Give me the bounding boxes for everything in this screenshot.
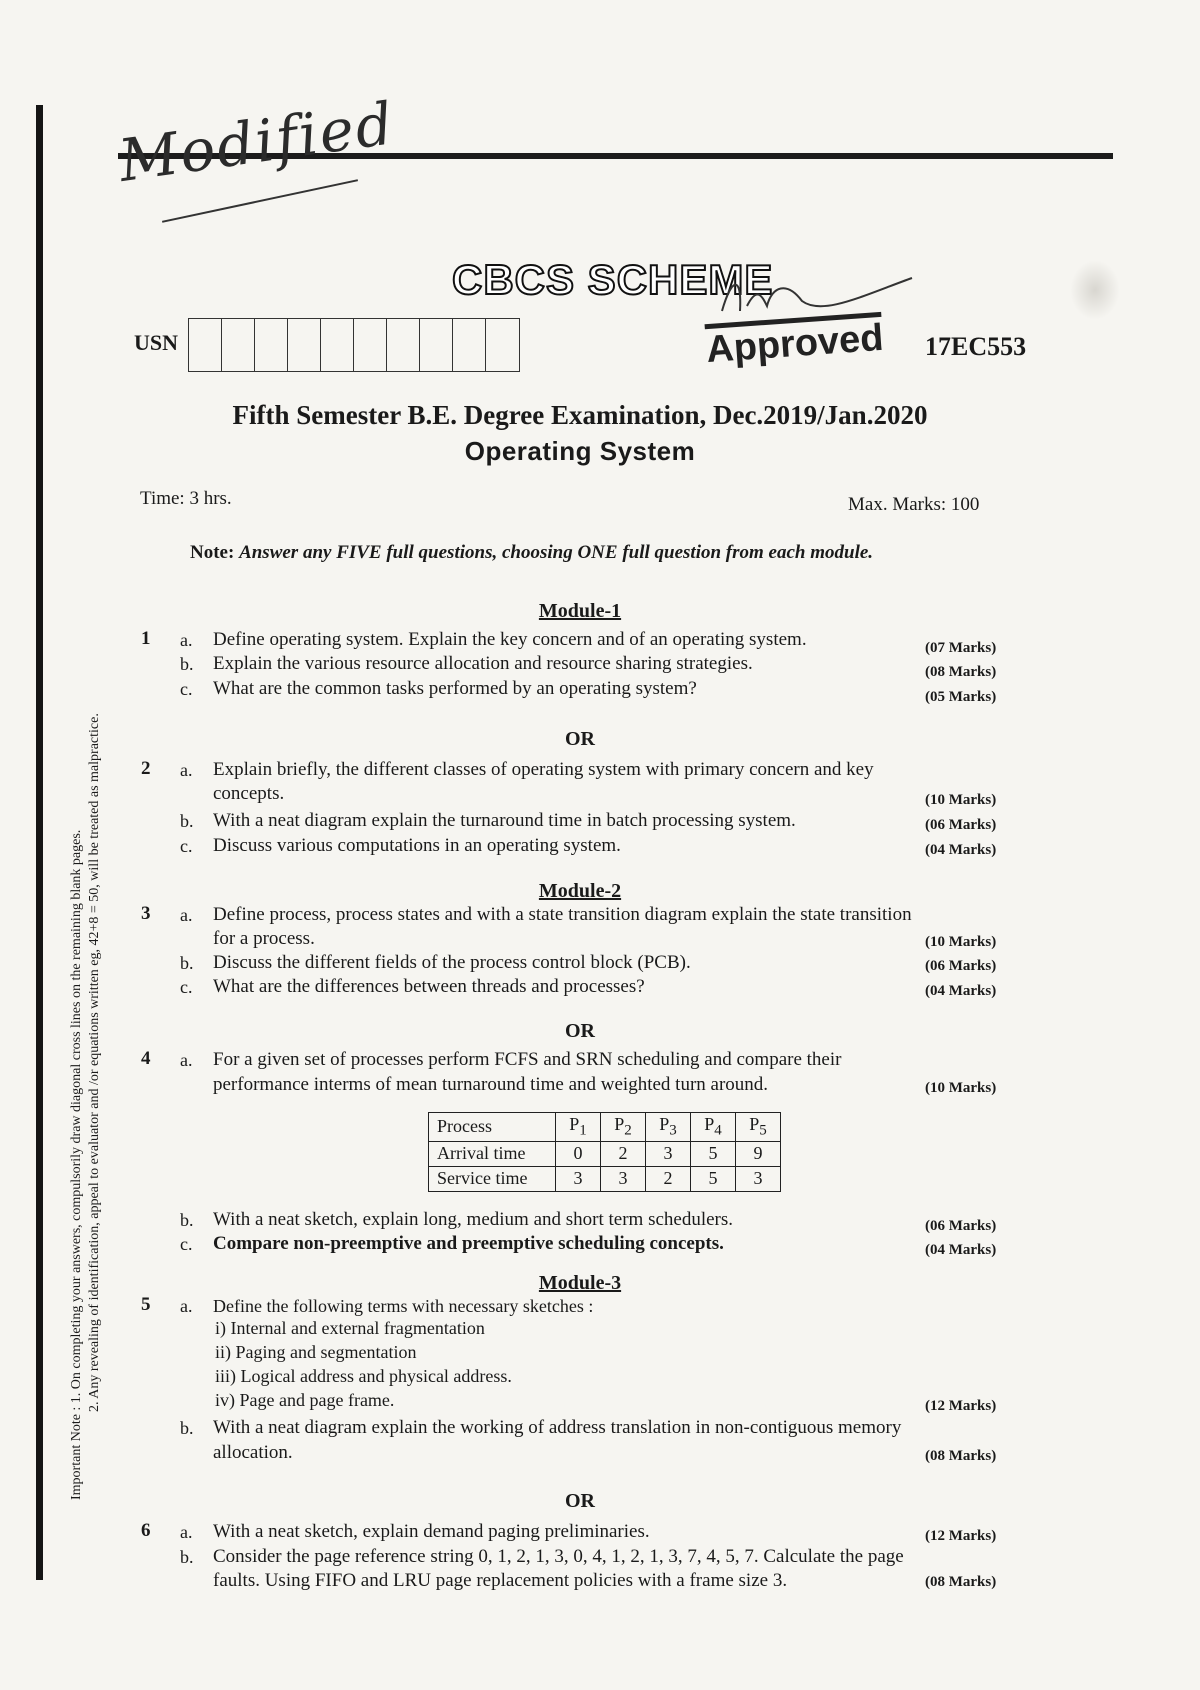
instructions-note <box>190 542 873 564</box>
part-letter: a. <box>180 1522 193 1542</box>
or-divider: OR <box>565 728 595 750</box>
question-number: 4 <box>141 1048 151 1069</box>
approved-stamp: Approved <box>705 312 885 372</box>
question-text-continued: for a process. <box>213 928 315 949</box>
question-text: With a neat sketch, explain demand paging preliminaries. <box>213 1521 650 1542</box>
paper-code: 17EC553 <box>925 332 1027 361</box>
question-number: 1 <box>141 628 151 649</box>
table-cell: 3 <box>646 1141 691 1166</box>
table-header-cell: $P_1$ <box>556 1113 601 1142</box>
question-text-continued: allocation. <box>213 1442 293 1463</box>
or-divider: OR <box>565 1490 595 1512</box>
question-number: 2 <box>141 758 151 779</box>
question-number: 5 <box>141 1294 151 1315</box>
part-letter: b. <box>180 654 194 674</box>
table-cell: 3 <box>556 1166 601 1191</box>
table-header-cell: $P_2$ <box>601 1113 646 1142</box>
max-marks: Max. Marks: 100 <box>848 494 980 515</box>
exam-title: Fifth Semester B.E. Degree Examination, Dec.2019/Jan.2020 <box>232 400 928 430</box>
marks: (04 Marks) <box>925 983 997 999</box>
usn-digit-box[interactable] <box>321 319 354 371</box>
sub-item: iii) Logical address and physical address. <box>215 1366 512 1386</box>
sub-item: iv) Page and page frame. <box>215 1390 395 1410</box>
part-letter: b. <box>180 1547 194 1567</box>
question-text: Explain the various resource allocation and resource sharing strategies. <box>213 653 753 674</box>
part-letter: a. <box>180 630 193 650</box>
table-row <box>429 1141 781 1166</box>
question-text: With a neat sketch, explain long, medium and short term schedulers. <box>213 1209 734 1230</box>
table-header-cell: $P_3$ <box>646 1113 691 1142</box>
question-text: Discuss various computations in an operating system. <box>213 835 621 856</box>
table-cell: 5 <box>691 1141 736 1166</box>
question-text: With a neat diagram explain the working of address translation in non-contiguous memory <box>213 1417 902 1438</box>
marks: (08 Marks) <box>925 1574 997 1590</box>
question-text: Define the following terms with necessary sketches : <box>213 1296 594 1316</box>
question-text-continued: faults. Using FIFO and LRU page replacement policies with a frame size 3. <box>213 1570 788 1591</box>
question-number: 3 <box>141 903 151 924</box>
usn-digit-box[interactable] <box>189 319 222 371</box>
part-letter: a. <box>180 760 193 780</box>
or-divider: OR <box>565 1020 595 1042</box>
usn-digit-box[interactable] <box>354 319 387 371</box>
table-row-label: Arrival time <box>429 1141 556 1166</box>
question-text-continued: performance interms of mean turnaround time and weighted turn around. <box>213 1074 769 1095</box>
table-cell: 3 <box>601 1166 646 1191</box>
table-header-cell: $P_4$ <box>691 1113 736 1142</box>
part-letter: a. <box>180 1050 193 1070</box>
subject-title: Operating System <box>464 436 696 466</box>
question-text: With a neat diagram explain the turnaround time in batch processing system. <box>213 810 796 831</box>
part-letter: c. <box>180 1234 193 1254</box>
side-note-line-2: 2. Any revealing of identification, appeal to evaluator and /or equations written eg, 42+8 = 50, will be treated as malpractice. <box>87 713 102 1412</box>
module-1-heading: Module-1 <box>538 600 622 622</box>
part-letter: c. <box>180 836 193 856</box>
question-text: What are the common tasks performed by an operating system? <box>213 678 697 699</box>
marks: (07 Marks) <box>925 640 997 656</box>
table-header-cell: $P_5$ <box>736 1113 781 1142</box>
scan-smudge <box>1070 260 1120 320</box>
marks: (10 Marks) <box>925 934 997 950</box>
usn-digit-box[interactable] <box>288 319 321 371</box>
usn-digit-box[interactable] <box>486 319 519 371</box>
marks: (04 Marks) <box>925 842 997 858</box>
table-cell: 2 <box>601 1141 646 1166</box>
question-text: Consider the page reference string 0, 1, 2, 1, 3, 0, 4, 1, 2, 1, 3, 7, 4, 5, 7. Calculate the page <box>213 1546 904 1567</box>
table-cell: 5 <box>691 1166 736 1191</box>
marks: (10 Marks) <box>925 1080 997 1096</box>
question-text: Discuss the different fields of the process control block (PCB). <box>213 952 691 973</box>
part-letter: a. <box>180 1296 193 1316</box>
part-letter: b. <box>180 1210 194 1230</box>
marks: (04 Marks) <box>925 1242 997 1258</box>
table-header-cell: Process <box>429 1113 556 1142</box>
marks: (12 Marks) <box>925 1398 997 1414</box>
side-note-line-1: Important Note : 1. On completing your answers, compulsorily draw diagonal cross lines on the remaining blank pages. <box>69 829 84 1500</box>
binding-strip <box>36 105 43 1580</box>
part-letter: c. <box>180 679 193 699</box>
cbcs-scheme-stamp: CBCS SCHEME <box>452 256 774 303</box>
marks: (06 Marks) <box>925 817 997 833</box>
table-row <box>429 1113 781 1142</box>
usn-label: USN <box>134 330 179 355</box>
question-number: 6 <box>141 1520 151 1541</box>
marks: (06 Marks) <box>925 1218 997 1234</box>
table-row-label: Service time <box>429 1166 556 1191</box>
usn-digit-box[interactable] <box>420 319 453 371</box>
marks: (05 Marks) <box>925 689 997 705</box>
module-2-heading: Module-2 <box>538 880 622 902</box>
part-letter: b. <box>180 811 194 831</box>
sub-item: ii) Paging and segmentation <box>215 1342 417 1362</box>
part-letter: b. <box>180 953 194 973</box>
marks: (08 Marks) <box>925 664 997 680</box>
table-cell: 2 <box>646 1166 691 1191</box>
question-text: Define process, process states and with a state transition diagram explain the state transition <box>213 904 912 925</box>
time-duration: Time: 3 hrs. <box>140 488 232 509</box>
question-text: What are the differences between threads and processes? <box>213 976 645 997</box>
table-row <box>429 1166 781 1191</box>
usn-digit-box[interactable] <box>222 319 255 371</box>
marks: (08 Marks) <box>925 1448 997 1464</box>
usn-digit-box[interactable] <box>387 319 420 371</box>
handwritten-modified: Modified <box>114 89 399 195</box>
note-text: Answer any FIVE full questions, choosing ONE full question from each module. <box>239 542 874 563</box>
table-cell: 3 <box>736 1166 781 1191</box>
part-letter: c. <box>180 977 193 997</box>
part-letter: b. <box>180 1418 194 1438</box>
question-text: For a given set of processes perform FCFS and SRN scheduling and compare their <box>213 1049 842 1070</box>
marks: (12 Marks) <box>925 1528 997 1544</box>
note-label: Note: <box>190 542 235 563</box>
part-letter: a. <box>180 905 193 925</box>
module-3-heading: Module-3 <box>538 1272 622 1294</box>
usn-boxes[interactable] <box>188 318 520 372</box>
handwritten-underline <box>162 179 358 223</box>
usn-digit-box[interactable] <box>255 319 288 371</box>
usn-digit-box[interactable] <box>453 319 486 371</box>
question-text: Define operating system. Explain the key concern and of an operating system. <box>213 629 807 650</box>
marks: (06 Marks) <box>925 958 997 974</box>
table-cell: 9 <box>736 1141 781 1166</box>
question-text-continued: concepts. <box>213 783 285 804</box>
marks: (10 Marks) <box>925 792 997 808</box>
sub-item: i) Internal and external fragmentation <box>215 1318 485 1338</box>
question-text: Explain briefly, the different classes of operating system with primary concern and key <box>213 759 874 780</box>
table-cell: 0 <box>556 1141 601 1166</box>
process-table <box>428 1112 781 1192</box>
question-text: Compare non-preemptive and preemptive scheduling concepts. <box>213 1233 724 1254</box>
